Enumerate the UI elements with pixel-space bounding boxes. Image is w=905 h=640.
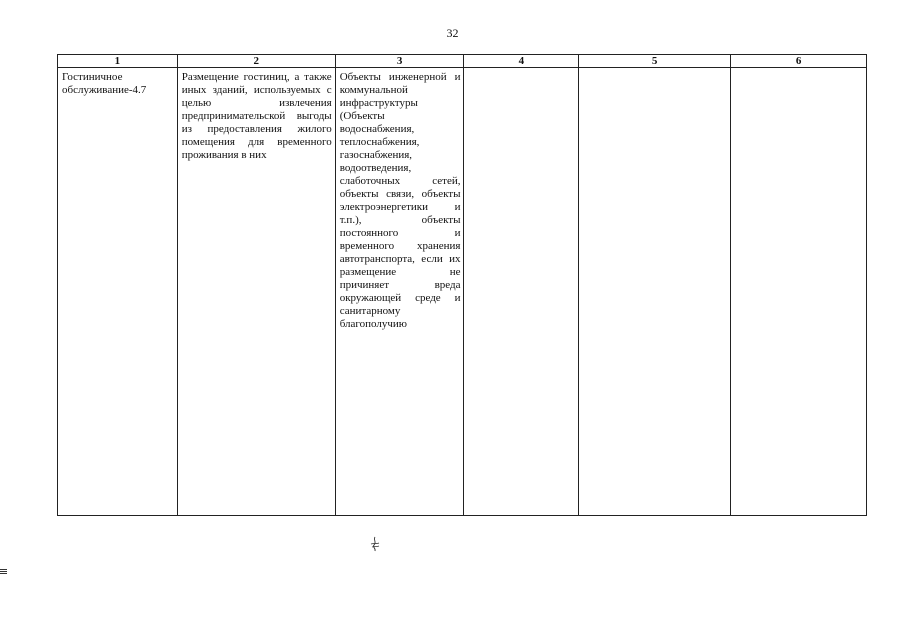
cell-use-type <box>58 68 178 516</box>
cell-col5 <box>579 68 731 516</box>
table-header-row <box>58 55 867 68</box>
cell-description <box>177 68 335 516</box>
table-row <box>58 68 867 516</box>
cell-col6 <box>731 68 867 516</box>
column-header-4: 4 <box>464 55 579 68</box>
column-header-6: 6 <box>731 55 867 68</box>
page-number: 32 <box>446 26 459 40</box>
cell-auxiliary-uses <box>335 68 464 516</box>
column-header-3: 3 <box>335 55 464 68</box>
auxiliary-uses-text: Объекты инженерной и коммунальной инфраструктуры (Объекты водоснабжения, теплоснабжения, газоснабжения, водоотведения, слаботочных сетей, объекты связи, объекты электроэнергетики и т.п.), объекты постоянного и временного хранения автотранспорта, если их размещение не причиняет вреда окружающей среде и санитарному благополучию <box>339 71 461 330</box>
column-header-1: 1 <box>58 55 178 68</box>
handwritten-initial-icon <box>368 536 382 554</box>
scan-edge-mark-icon <box>0 568 7 575</box>
cell-col4 <box>464 68 579 516</box>
zoning-table <box>57 54 867 516</box>
use-type-text: Гостиничное обслуживание-4.7 <box>62 71 147 96</box>
column-header-5: 5 <box>579 55 731 68</box>
column-header-2: 2 <box>177 55 335 68</box>
description-text: Размещение гостиниц, а также иных зданий, используемых с целью извлечения предпринимательской выгоды из предоставления жилого помещения для временного проживания в них <box>181 71 332 161</box>
